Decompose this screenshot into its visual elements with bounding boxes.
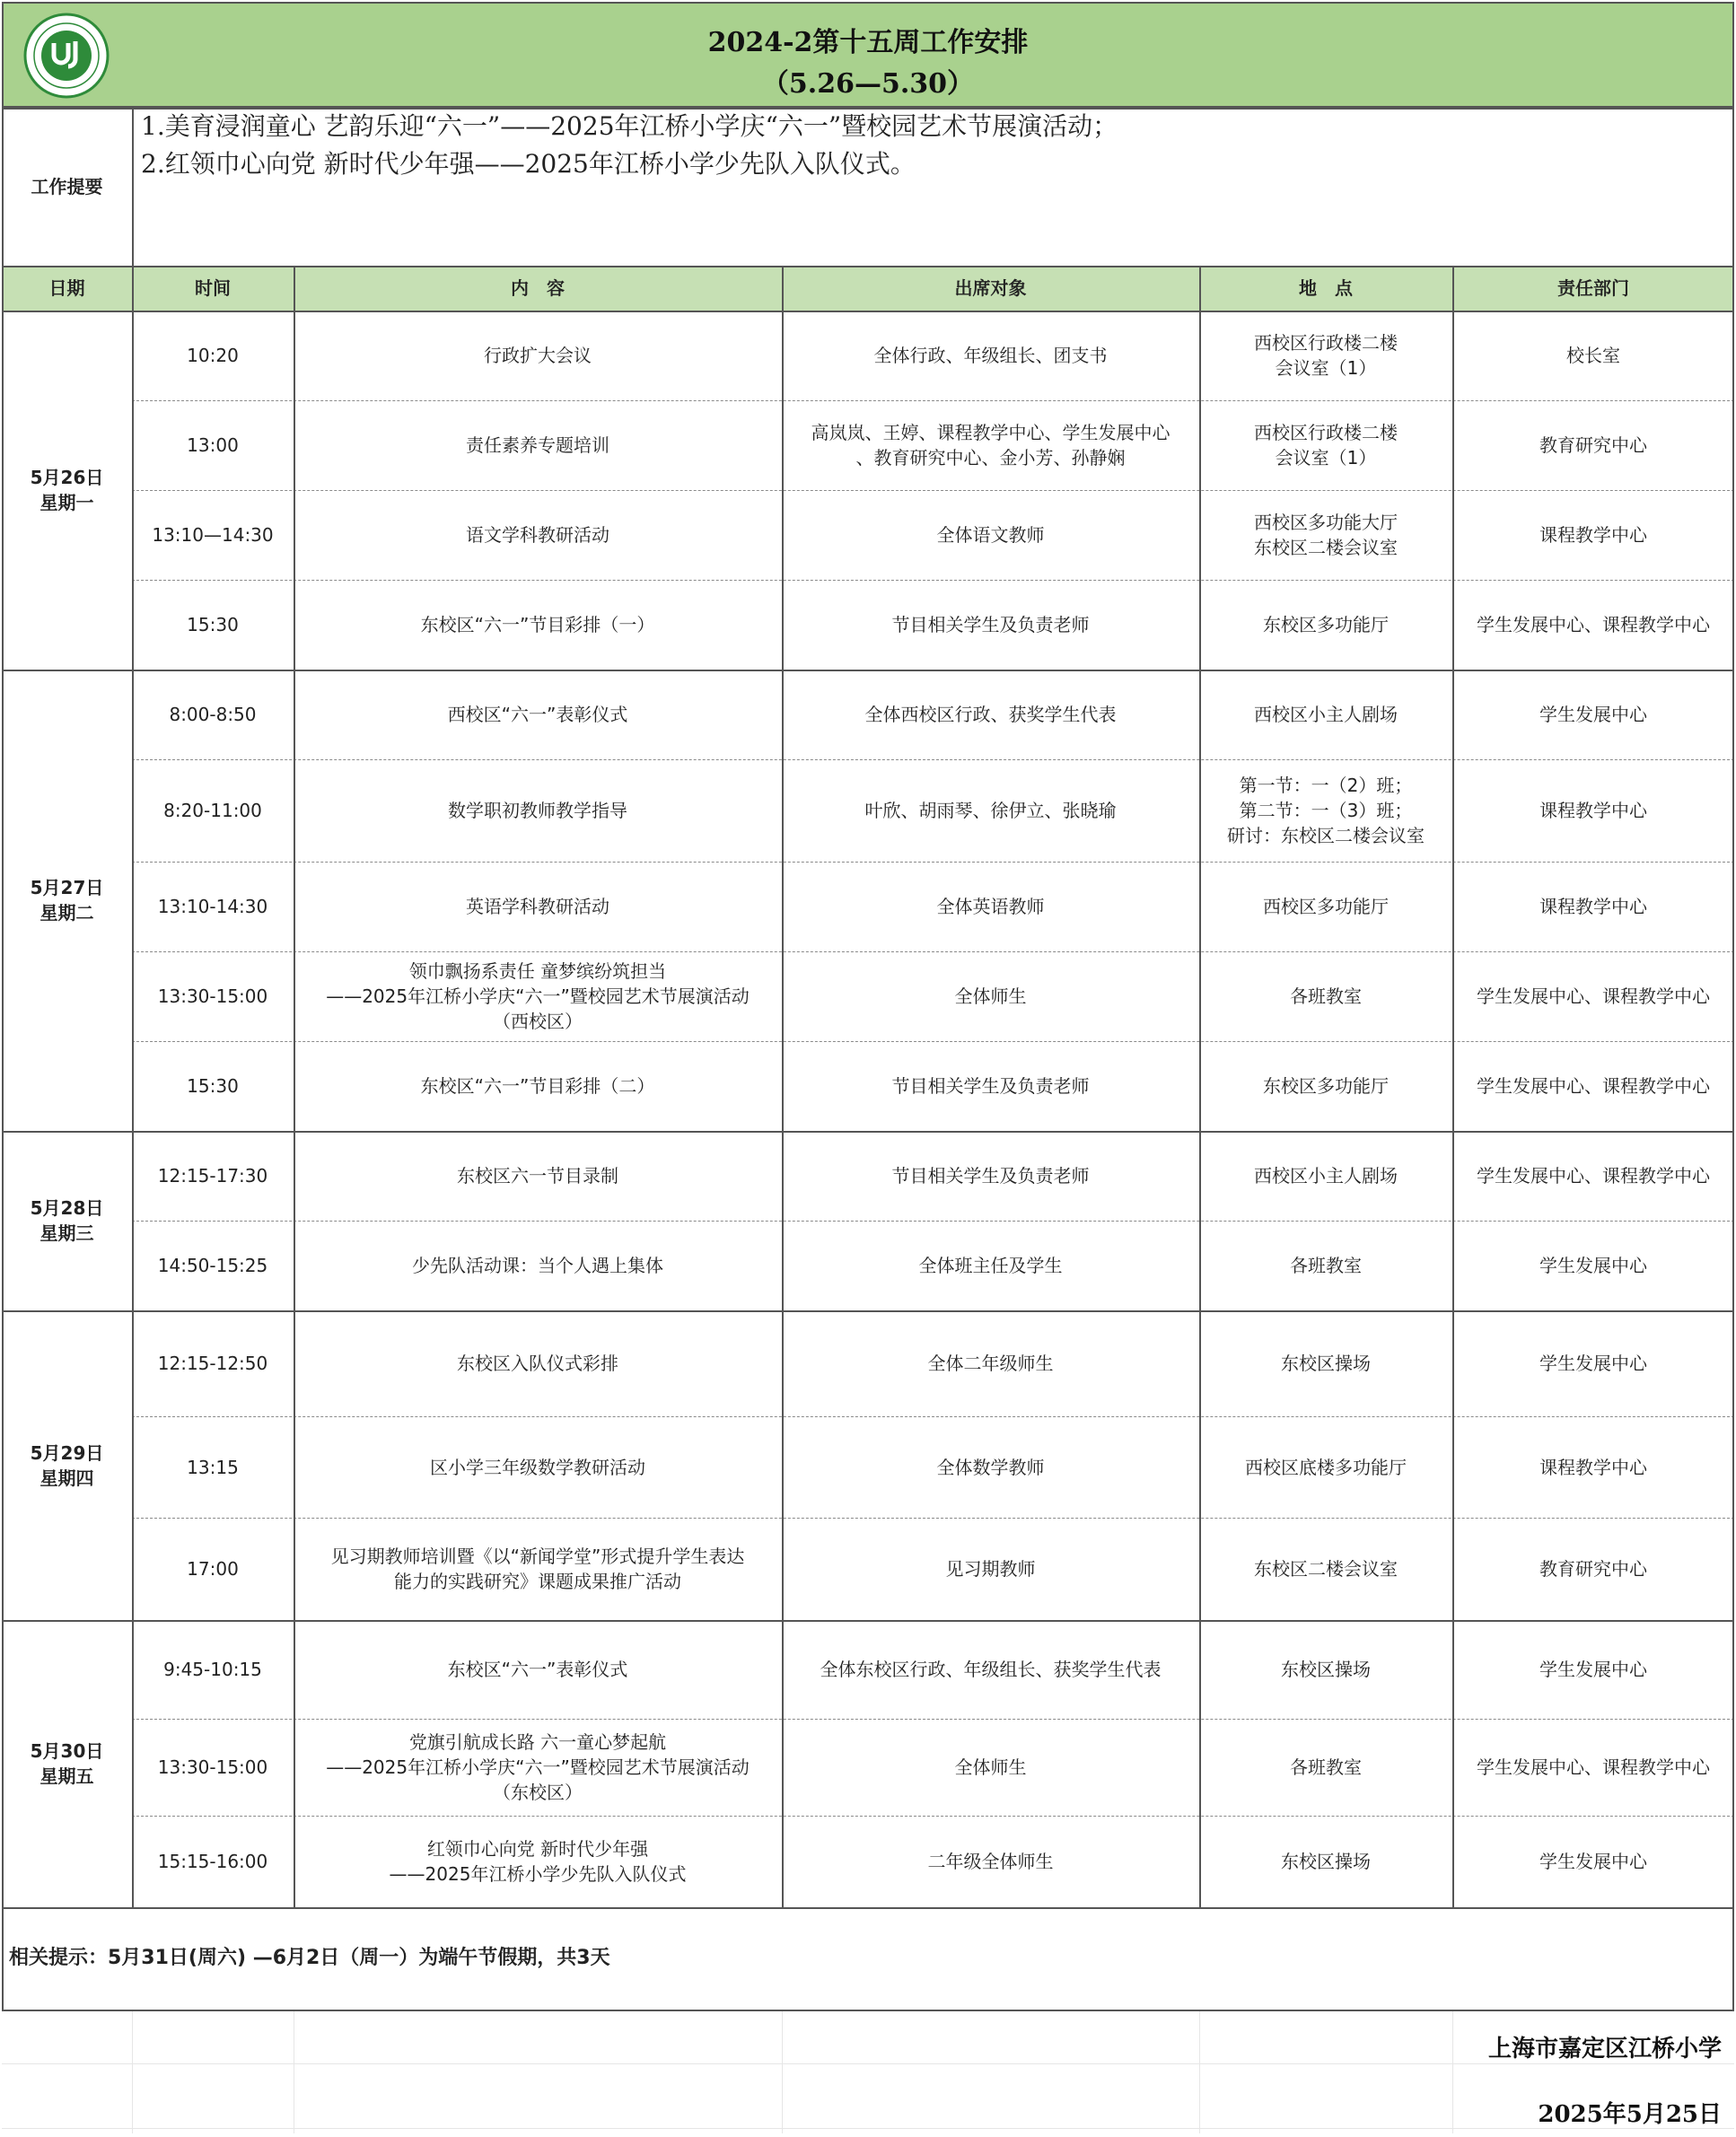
content-cell: 东校区“六一”表彰仪式 [447,1659,628,1680]
content-cell: 东校区六一节目录制 [457,1165,618,1187]
attendees-cell: 高岚岚、王婷、课程教学中心、学生发展中心 、教育研究中心、金小芳、孙静娴 [811,422,1170,469]
attendees-cell: 叶欣、胡雨琴、徐伊立、张晓瑜 [864,800,1117,821]
content-cell: 行政扩大会议 [484,345,592,366]
faint-divider [2,2128,1734,2129]
location-cell: 各班教室 [1290,985,1362,1007]
row-divider [132,1221,1734,1222]
faint-divider [782,2010,783,2133]
attendees-cell: 节目相关学生及负责老师 [891,614,1090,635]
dept-cell: 课程教学中心 [1539,896,1647,917]
location-cell: 西校区小主人剧场 [1254,1165,1398,1187]
day-divider [2,670,1734,671]
content-cell: 数学职初教师教学指导 [448,800,627,821]
location-cell: 各班教室 [1290,1756,1362,1778]
location-cell: 第一节：一（2）班； 第二节：一（3）班； 研讨：东校区二楼会议室 [1227,775,1425,846]
content-cell: 英语学科教研活动 [466,896,609,917]
day-date: 5月30日 [30,1740,104,1762]
content-cell: 语文学科教研活动 [466,524,609,546]
day-divider [2,1907,1734,1909]
dept-cell: 学生发展中心、课程教学中心 [1477,1165,1710,1187]
location-cell: 各班教室 [1290,1255,1362,1276]
day-date: 5月29日 [30,1441,104,1464]
row-divider [132,490,1734,491]
day-divider [2,1310,1734,1312]
row-divider [132,400,1734,401]
content-cell: 东校区入队仪式彩排 [457,1353,618,1374]
row-divider [132,951,1734,952]
time-cell: 13:10—14:30 [152,524,274,546]
dept-cell: 学生发展中心 [1539,1659,1647,1680]
location-cell: 西校区多功能厅 [1263,896,1389,917]
day-cell [2,1131,132,1310]
dept-cell: 学生发展中心、课程教学中心 [1477,985,1710,1007]
time-cell: 15:30 [187,1075,239,1097]
dept-cell: 教育研究中心 [1539,434,1647,456]
attendees-cell: 全体英语教师 [936,896,1045,917]
location-cell: 东校区多功能厅 [1263,1075,1389,1097]
attendees-cell: 全体行政、年级组长、团支书 [873,345,1108,366]
dept-cell: 课程教学中心 [1539,524,1647,546]
location-cell: 东校区操场 [1281,1353,1371,1374]
title-banner [2,2,1734,108]
dept-cell: 课程教学中心 [1539,800,1647,821]
column-divider [782,266,784,1907]
column-divider [1199,266,1201,1907]
time-cell: 17:00 [187,1558,239,1580]
faint-divider [1199,2010,1200,2133]
attendees-cell: 见习期教师 [945,1558,1036,1580]
column-header: 责任部门 [1452,266,1734,311]
column-divider [1452,266,1454,1907]
time-cell: 13:10-14:30 [157,896,268,917]
day-date: 5月27日 [30,877,104,898]
column-divider [132,266,134,1907]
page-title: 2024-2第十五周工作安排 [707,27,1029,58]
faint-divider [1452,2010,1453,2133]
column-header: 地 点 [1199,266,1452,311]
day-weekday: 星期二 [39,902,94,924]
footer-grid [2,2010,1734,2133]
row-divider [132,759,1734,760]
dept-cell: 学生发展中心、课程教学中心 [1477,614,1710,635]
holiday-note: 相关提示：5月31日(周六) —6月2日（周一）为端午节假期，共3天 [9,1947,610,1969]
row-divider [132,1719,1734,1720]
attendees-cell: 全体语文教师 [936,524,1045,546]
location-cell: 东校区多功能厅 [1263,614,1389,635]
day-cell [2,1310,132,1620]
location-cell: 西校区小主人剧场 [1254,704,1398,725]
date-range: （5.26—5.30） [761,68,975,100]
column-header: 出席对象 [782,266,1199,311]
summary-item: 2.红领巾心向党 新时代少年强——2025年江桥小学少先队入队仪式。 [141,149,916,179]
time-cell: 13:15 [187,1456,239,1478]
time-cell: 13:30-15:00 [157,985,268,1007]
content-cell: 西校区“六一”表彰仪式 [447,704,628,725]
column-divider [1732,108,1734,2010]
day-date: 5月26日 [30,467,104,488]
day-divider [2,1131,1734,1133]
content-cell: 区小学三年级数学教研活动 [430,1456,645,1478]
day-date: 5月28日 [30,1197,104,1219]
attendees-cell: 全体东校区行政、年级组长、获奖学生代表 [820,1659,1162,1680]
dept-cell: 教育研究中心 [1539,1558,1647,1580]
location-cell: 东校区操场 [1281,1851,1371,1872]
row-divider [132,1816,1734,1817]
issue-date: 2025年5月25日 [1538,2101,1722,2128]
time-cell: 13:00 [187,434,239,456]
content-cell: 少先队活动课：当个人遇上集体 [412,1255,663,1276]
location-cell: 东校区二楼会议室 [1254,1558,1398,1580]
row-divider [132,1416,1734,1417]
day-divider [2,311,1734,312]
faint-divider [132,2010,133,2133]
column-header: 时间 [132,266,294,311]
dept-cell: 学生发展中心 [1539,704,1647,725]
attendees-cell: 全体师生 [954,985,1027,1007]
attendees-cell: 全体师生 [954,1756,1027,1778]
row-divider [132,1041,1734,1042]
dept-cell: 学生发展中心、课程教学中心 [1477,1075,1710,1097]
column-header: 内 容 [294,266,782,311]
dept-cell: 校长室 [1566,345,1620,366]
content-cell: 东校区“六一”节目彩排（一） [420,614,655,635]
column-header: 日期 [2,266,132,311]
day-divider [2,266,1734,267]
attendees-cell: 二年级全体师生 [927,1851,1054,1872]
dept-cell: 学生发展中心、课程教学中心 [1477,1756,1710,1778]
day-weekday: 星期四 [39,1467,94,1489]
content-cell: 东校区“六一”节目彩排（二） [420,1075,655,1097]
time-cell: 14:50-15:25 [157,1255,268,1276]
column-divider [2,108,4,2010]
row-divider [132,862,1734,863]
dept-cell: 课程教学中心 [1539,1456,1647,1478]
location-cell: 西校区行政楼二楼 会议室（1） [1254,332,1398,379]
time-cell: 15:15-16:00 [157,1851,268,1872]
dept-cell: 学生发展中心 [1539,1851,1647,1872]
content-cell: 责任素养专题培训 [466,434,609,456]
day-divider [2,2010,1734,2011]
time-cell: 9:45-10:15 [163,1659,262,1680]
day-cell [2,670,132,1131]
attendees-cell: 全体西校区行政、获奖学生代表 [864,704,1117,725]
attendees-cell: 节目相关学生及负责老师 [891,1165,1090,1187]
day-divider [2,1620,1734,1622]
attendees-cell: 全体二年级师生 [927,1353,1054,1374]
content-cell: 领巾飘扬系责任 童梦缤纷筑担当 ——2025年江桥小学庆“六一”暨校园艺术节展演活动 （西校区） [326,960,750,1032]
content-cell: 党旗引航成长路 六一童心梦起航 ——2025年江桥小学庆“六一”暨校园艺术节展演活动 （东校区） [326,1731,750,1803]
time-cell: 8:00-8:50 [169,704,257,725]
school-name: 上海市嘉定区江桥小学 [1487,2036,1722,2063]
time-cell: 13:30-15:00 [157,1756,268,1778]
time-cell: 10:20 [187,345,239,366]
row-divider [132,1518,1734,1519]
dept-cell: 学生发展中心 [1539,1255,1647,1276]
attendees-cell: 全体班主任及学生 [918,1255,1063,1276]
column-divider [132,108,134,266]
attendees-cell: 全体数学教师 [936,1456,1045,1478]
location-cell: 东校区操场 [1281,1659,1371,1680]
time-cell: 12:15-12:50 [157,1353,268,1374]
attendees-cell: 节目相关学生及负责老师 [891,1075,1090,1097]
row-divider [132,580,1734,581]
dept-cell: 学生发展中心 [1539,1353,1647,1374]
summary-text [132,108,1734,266]
day-cell [2,1620,132,1907]
faint-divider [2,2063,1734,2064]
time-cell: 8:20-11:00 [163,800,262,821]
day-cell [2,311,132,670]
location-cell: 西校区行政楼二楼 会议室（1） [1254,422,1398,469]
column-divider [294,266,295,1907]
content-cell: 红领巾心向党 新时代少年强 ——2025年江桥小学少先队入队仪式 [389,1838,687,1885]
day-divider [2,108,1734,109]
day-weekday: 星期三 [39,1222,94,1244]
location-cell: 西校区多功能大厅 东校区二楼会议室 [1254,512,1398,558]
time-cell: 12:15-17:30 [157,1165,268,1187]
summary-label: 工作提要 [31,176,103,197]
content-cell: 见习期教师培训暨《以“新闻学堂”形式提升学生表达 能力的实践研究》课题成果推广活动 [330,1546,745,1592]
location-cell: 西校区底楼多功能厅 [1245,1456,1407,1478]
day-weekday: 星期五 [39,1765,94,1787]
summary-item: 1.美育浸润童心 艺韵乐迎“六一”——2025年江桥小学庆“六一”暨校园艺术节展演活动； [141,111,1118,141]
time-cell: 15:30 [187,614,239,635]
day-weekday: 星期一 [39,492,94,513]
